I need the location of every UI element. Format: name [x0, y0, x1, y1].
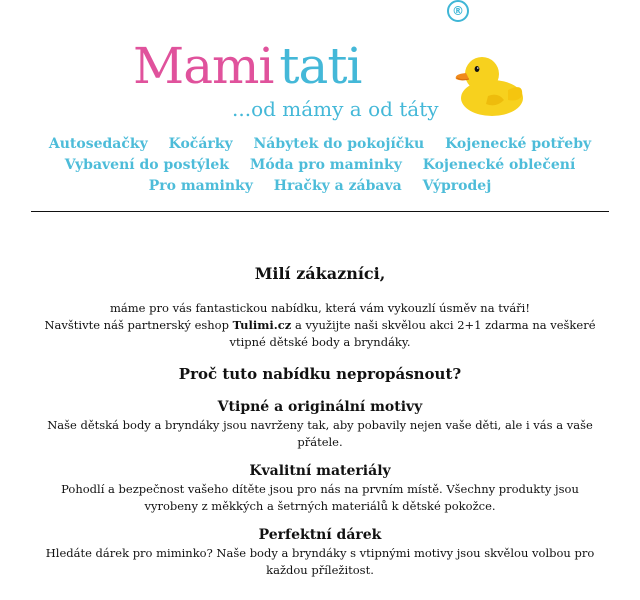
nav-item-kojenecke-obleceni[interactable]: Kojenecké oblečení — [422, 157, 576, 173]
logo-mami: Mami — [133, 37, 274, 95]
intro-line-1: máme pro vás fantastickou nabídku, která vám vykouzlí úsměv na tváři! — [110, 301, 530, 315]
nav-item-vybaveni-postylek[interactable]: Vybavení do postýlek — [64, 157, 229, 173]
intro-post: a využijte naši skvělou akci 2+1 zdarma na veškeré vtipné dětské body a bryndáky. — [229, 318, 596, 349]
feature-text: Naše dětská body a bryndáky jsou navrženy tak, aby pobavily nejen vaše děti, ale i vás a vaše přátele. — [47, 418, 593, 449]
feature-2 — [0, 461, 640, 515]
nav-item-pro-maminky[interactable]: Pro maminky — [148, 178, 253, 194]
nav-row-2 — [0, 155, 640, 176]
feature-text: Pohodlí a bezpečnost vašeho dítěte jsou pro nás na prvním místě. Všechny produkty jsou vyrobeny z měkkých a šetrných materiálů k dětské pokožce. — [61, 482, 579, 513]
email-content — [0, 262, 640, 579]
intro-line-2 — [0, 317, 640, 351]
category-nav — [0, 134, 640, 197]
nav-item-nabytek[interactable]: Nábytek do pokojíčku — [253, 136, 425, 152]
feature-title: Perfektní dárek — [258, 527, 382, 543]
feature-title: Vtipné a originální motivy — [217, 399, 423, 415]
logo-tagline: ...od mámy a od táty — [232, 97, 439, 121]
intro-pre: Navštivte náš partnerský eshop — [44, 318, 233, 332]
header — [0, 0, 640, 130]
why-block — [0, 363, 640, 385]
shop-link[interactable]: Tulimi.cz — [232, 318, 292, 332]
registered-mark: ® — [447, 0, 469, 22]
logo-tati: tati — [279, 37, 362, 95]
why-heading: Proč tuto nabídku nepropásnout? — [178, 365, 462, 383]
feature-text: Hledáte dárek pro miminko? Naše body a bryndáky s vtipnými motivy jsou skvělou volbou pro každou příležitost. — [45, 546, 595, 577]
nav-item-autosedacky[interactable]: Autosedačky — [48, 136, 148, 152]
nav-row-1 — [0, 134, 640, 155]
logo[interactable] — [133, 38, 361, 94]
nav-row-3 — [0, 176, 640, 197]
header-divider — [31, 211, 609, 212]
feature-3 — [0, 525, 640, 579]
nav-item-hracky-a-zabava[interactable]: Hračky a zábava — [273, 178, 402, 194]
greeting-heading: Milí zákazníci, — [254, 264, 386, 283]
feature-1 — [0, 397, 640, 451]
nav-item-vyprodej[interactable]: Výprodej — [422, 178, 492, 194]
nav-item-kocarky[interactable]: Kočárky — [168, 136, 233, 152]
feature-title: Kvalitní materiály — [249, 463, 391, 479]
intro-block — [0, 300, 640, 351]
rubber-duck-icon — [452, 52, 526, 118]
nav-item-moda-pro-maminky[interactable]: Móda pro maminky — [249, 157, 402, 173]
nav-item-kojenecke-potreby[interactable]: Kojenecké potřeby — [445, 136, 592, 152]
